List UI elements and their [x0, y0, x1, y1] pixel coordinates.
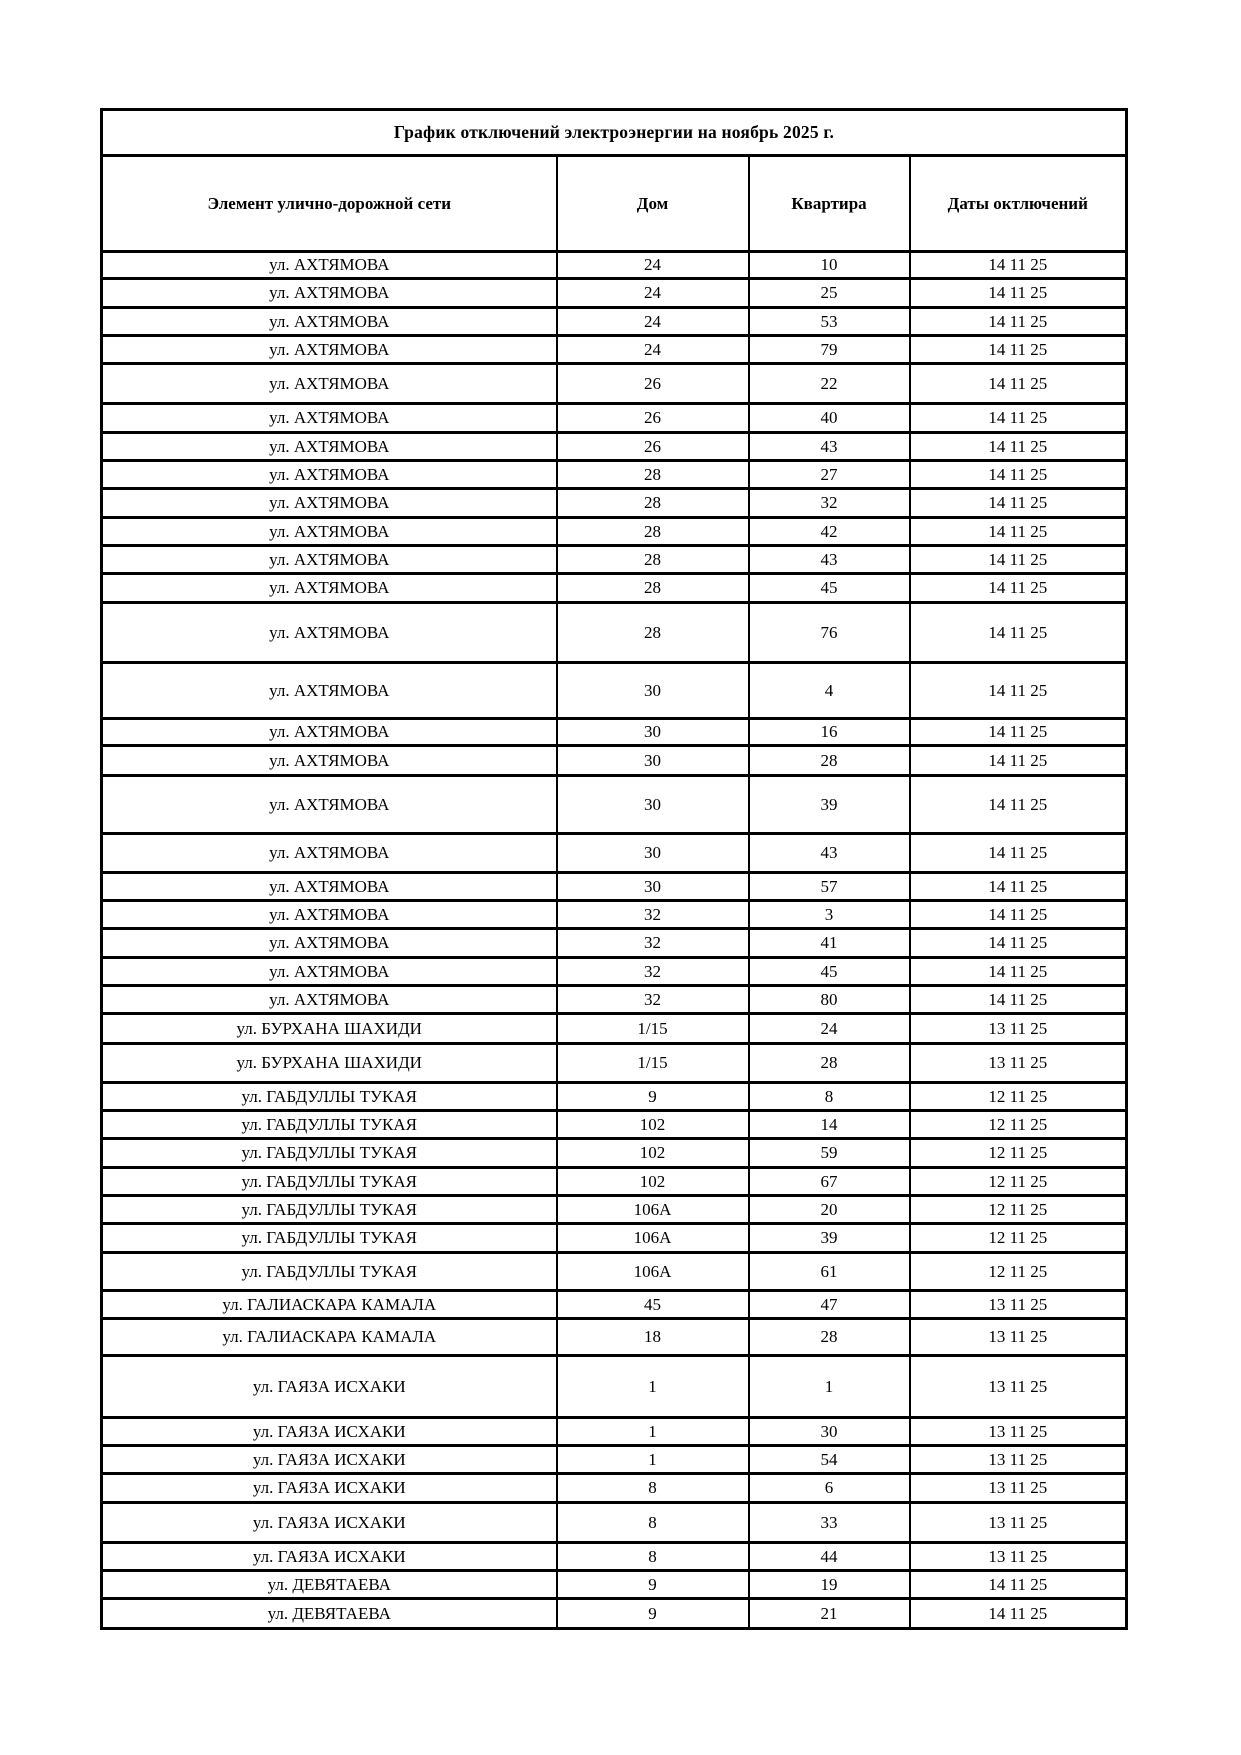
apartment-cell: 43 — [749, 433, 910, 461]
apartment-cell: 24 — [749, 1014, 910, 1044]
table-row — [102, 489, 1127, 518]
house-cell: 1 — [557, 1418, 749, 1446]
street-cell: ул. ДЕВЯТАЕВА — [102, 1571, 557, 1599]
street-cell: ул. ГАБДУЛЛЫ ТУКАЯ — [102, 1224, 557, 1253]
apartment-cell: 39 — [749, 1224, 910, 1253]
house-cell: 26 — [557, 404, 749, 433]
apartment-cell: 42 — [749, 518, 910, 546]
date-cell: 14 11 25 — [910, 252, 1127, 279]
date-cell: 14 11 25 — [910, 546, 1127, 574]
house-cell: 106А — [557, 1253, 749, 1291]
date-cell: 13 11 25 — [910, 1014, 1127, 1044]
street-cell: ул. АХТЯМОВА — [102, 279, 557, 308]
house-cell: 32 — [557, 929, 749, 958]
street-cell: ул. ГАЯЗА ИСХАКИ — [102, 1418, 557, 1446]
street-cell: ул. АХТЯМОВА — [102, 901, 557, 929]
date-cell: 14 11 25 — [910, 929, 1127, 958]
house-cell: 1 — [557, 1356, 749, 1418]
house-cell: 106А — [557, 1224, 749, 1253]
apartment-cell: 80 — [749, 986, 910, 1014]
table-row — [102, 461, 1127, 489]
table-row — [102, 929, 1127, 958]
house-cell: 24 — [557, 336, 749, 364]
house-cell: 106А — [557, 1196, 749, 1224]
table-row — [102, 603, 1127, 663]
table-row — [102, 1446, 1127, 1474]
house-cell: 28 — [557, 518, 749, 546]
table-row — [102, 1224, 1127, 1253]
date-cell: 14 11 25 — [910, 719, 1127, 746]
street-cell: ул. АХТЯМОВА — [102, 489, 557, 518]
table-row — [102, 663, 1127, 719]
table-header-row — [102, 156, 1127, 252]
date-cell: 14 11 25 — [910, 746, 1127, 776]
apartment-cell: 32 — [749, 489, 910, 518]
house-cell: 32 — [557, 901, 749, 929]
house-cell: 30 — [557, 746, 749, 776]
house-cell: 28 — [557, 461, 749, 489]
apartment-cell: 40 — [749, 404, 910, 433]
street-cell: ул. ГАБДУЛЛЫ ТУКАЯ — [102, 1111, 557, 1139]
apartment-cell: 20 — [749, 1196, 910, 1224]
street-cell: ул. АХТЯМОВА — [102, 663, 557, 719]
date-cell: 14 11 25 — [910, 1599, 1127, 1629]
street-cell: ул. ГАБДУЛЛЫ ТУКАЯ — [102, 1139, 557, 1168]
street-cell: ул. АХТЯМОВА — [102, 308, 557, 336]
apartment-cell: 39 — [749, 776, 910, 834]
street-cell: ул. БУРХАНА ШАХИДИ — [102, 1044, 557, 1083]
house-cell: 8 — [557, 1474, 749, 1503]
house-cell: 24 — [557, 308, 749, 336]
table-row — [102, 719, 1127, 746]
table-row — [102, 746, 1127, 776]
street-cell: ул. АХТЯМОВА — [102, 433, 557, 461]
table-row — [102, 1139, 1127, 1168]
street-cell: ул. ДЕВЯТАЕВА — [102, 1599, 557, 1629]
table-row — [102, 1418, 1127, 1446]
apartment-cell: 67 — [749, 1168, 910, 1196]
apartment-cell: 53 — [749, 308, 910, 336]
date-cell: 13 11 25 — [910, 1418, 1127, 1446]
table-row — [102, 776, 1127, 834]
house-cell: 28 — [557, 574, 749, 603]
table-row — [102, 308, 1127, 336]
apartment-cell: 27 — [749, 461, 910, 489]
outage-schedule-table — [100, 108, 1128, 1630]
page-title: График отключений электроэнергии на ноябрь 2025 г. — [102, 110, 1127, 156]
table-row — [102, 574, 1127, 603]
house-cell: 30 — [557, 719, 749, 746]
street-cell: ул. АХТЯМОВА — [102, 574, 557, 603]
house-cell: 9 — [557, 1571, 749, 1599]
date-cell: 14 11 25 — [910, 901, 1127, 929]
table-row — [102, 958, 1127, 986]
apartment-cell: 25 — [749, 279, 910, 308]
street-cell: ул. ГАЯЗА ИСХАКИ — [102, 1356, 557, 1418]
date-cell: 14 11 25 — [910, 404, 1127, 433]
house-cell: 30 — [557, 873, 749, 901]
date-cell: 14 11 25 — [910, 663, 1127, 719]
date-cell: 14 11 25 — [910, 489, 1127, 518]
apartment-cell: 4 — [749, 663, 910, 719]
apartment-cell: 8 — [749, 1083, 910, 1111]
house-cell: 30 — [557, 776, 749, 834]
date-cell: 13 11 25 — [910, 1291, 1127, 1319]
date-cell: 14 11 25 — [910, 873, 1127, 901]
column-header-apartment: Квартира — [749, 156, 910, 252]
apartment-cell: 47 — [749, 1291, 910, 1319]
house-cell: 18 — [557, 1319, 749, 1356]
apartment-cell: 3 — [749, 901, 910, 929]
street-cell: ул. АХТЯМОВА — [102, 834, 557, 873]
apartment-cell: 43 — [749, 834, 910, 873]
date-cell: 14 11 25 — [910, 776, 1127, 834]
apartment-cell: 14 — [749, 1111, 910, 1139]
street-cell: ул. ГАЛИАСКАРА КАМАЛА — [102, 1291, 557, 1319]
apartment-cell: 43 — [749, 546, 910, 574]
apartment-cell: 28 — [749, 1044, 910, 1083]
street-cell: ул. ГАЛИАСКАРА КАМАЛА — [102, 1319, 557, 1356]
date-cell: 14 11 25 — [910, 958, 1127, 986]
table-row — [102, 1083, 1127, 1111]
apartment-cell: 10 — [749, 252, 910, 279]
street-cell: ул. ГАЯЗА ИСХАКИ — [102, 1543, 557, 1571]
house-cell: 1/15 — [557, 1044, 749, 1083]
street-cell: ул. АХТЯМОВА — [102, 958, 557, 986]
table-row — [102, 1599, 1127, 1629]
street-cell: ул. ГАБДУЛЛЫ ТУКАЯ — [102, 1253, 557, 1291]
apartment-cell: 28 — [749, 1319, 910, 1356]
apartment-cell: 41 — [749, 929, 910, 958]
table-row — [102, 1014, 1127, 1044]
apartment-cell: 54 — [749, 1446, 910, 1474]
street-cell: ул. ГАБДУЛЛЫ ТУКАЯ — [102, 1083, 557, 1111]
street-cell: ул. АХТЯМОВА — [102, 719, 557, 746]
street-cell: ул. АХТЯМОВА — [102, 746, 557, 776]
table-body — [102, 252, 1127, 1629]
table-row — [102, 279, 1127, 308]
apartment-cell: 19 — [749, 1571, 910, 1599]
street-cell: ул. АХТЯМОВА — [102, 404, 557, 433]
table-row — [102, 518, 1127, 546]
street-cell: ул. АХТЯМОВА — [102, 603, 557, 663]
date-cell: 13 11 25 — [910, 1474, 1127, 1503]
table-row — [102, 433, 1127, 461]
house-cell: 30 — [557, 834, 749, 873]
date-cell: 14 11 25 — [910, 518, 1127, 546]
street-cell: ул. АХТЯМОВА — [102, 546, 557, 574]
table-row — [102, 1356, 1127, 1418]
table-row — [102, 1111, 1127, 1139]
street-cell: ул. ГАЯЗА ИСХАКИ — [102, 1474, 557, 1503]
apartment-cell: 21 — [749, 1599, 910, 1629]
date-cell: 14 11 25 — [910, 336, 1127, 364]
table-row — [102, 404, 1127, 433]
apartment-cell: 76 — [749, 603, 910, 663]
street-cell: ул. АХТЯМОВА — [102, 364, 557, 404]
street-cell: ул. АХТЯМОВА — [102, 336, 557, 364]
column-header-street: Элемент улично-дорожной сети — [102, 156, 557, 252]
date-cell: 12 11 25 — [910, 1196, 1127, 1224]
table-row — [102, 901, 1127, 929]
date-cell: 12 11 25 — [910, 1083, 1127, 1111]
date-cell: 12 11 25 — [910, 1139, 1127, 1168]
table-row — [102, 1474, 1127, 1503]
house-cell: 24 — [557, 252, 749, 279]
date-cell: 12 11 25 — [910, 1111, 1127, 1139]
table-row — [102, 336, 1127, 364]
apartment-cell: 61 — [749, 1253, 910, 1291]
house-cell: 28 — [557, 546, 749, 574]
house-cell: 45 — [557, 1291, 749, 1319]
street-cell: ул. АХТЯМОВА — [102, 873, 557, 901]
house-cell: 28 — [557, 489, 749, 518]
date-cell: 13 11 25 — [910, 1543, 1127, 1571]
house-cell: 26 — [557, 364, 749, 404]
house-cell: 30 — [557, 663, 749, 719]
house-cell: 102 — [557, 1111, 749, 1139]
house-cell: 24 — [557, 279, 749, 308]
date-cell: 13 11 25 — [910, 1356, 1127, 1418]
table-row — [102, 1196, 1127, 1224]
house-cell: 26 — [557, 433, 749, 461]
apartment-cell: 59 — [749, 1139, 910, 1168]
table-row — [102, 1543, 1127, 1571]
date-cell: 12 11 25 — [910, 1253, 1127, 1291]
table-row — [102, 986, 1127, 1014]
street-cell: ул. АХТЯМОВА — [102, 929, 557, 958]
table-row — [102, 1291, 1127, 1319]
apartment-cell: 33 — [749, 1503, 910, 1543]
table-row — [102, 1253, 1127, 1291]
date-cell: 14 11 25 — [910, 834, 1127, 873]
date-cell: 13 11 25 — [910, 1446, 1127, 1474]
street-cell: ул. ГАЯЗА ИСХАКИ — [102, 1503, 557, 1543]
date-cell: 12 11 25 — [910, 1224, 1127, 1253]
house-cell: 9 — [557, 1599, 749, 1629]
apartment-cell: 57 — [749, 873, 910, 901]
date-cell: 14 11 25 — [910, 574, 1127, 603]
column-header-dates: Даты октлючений — [910, 156, 1127, 252]
date-cell: 14 11 25 — [910, 603, 1127, 663]
street-cell: ул. АХТЯМОВА — [102, 518, 557, 546]
date-cell: 13 11 25 — [910, 1503, 1127, 1543]
table-row — [102, 834, 1127, 873]
street-cell: ул. АХТЯМОВА — [102, 776, 557, 834]
date-cell: 14 11 25 — [910, 279, 1127, 308]
apartment-cell: 22 — [749, 364, 910, 404]
house-cell: 8 — [557, 1543, 749, 1571]
apartment-cell: 16 — [749, 719, 910, 746]
house-cell: 1 — [557, 1446, 749, 1474]
house-cell: 32 — [557, 958, 749, 986]
table-row — [102, 546, 1127, 574]
date-cell: 13 11 25 — [910, 1319, 1127, 1356]
apartment-cell: 28 — [749, 746, 910, 776]
date-cell: 14 11 25 — [910, 1571, 1127, 1599]
street-cell: ул. БУРХАНА ШАХИДИ — [102, 1014, 557, 1044]
apartment-cell: 6 — [749, 1474, 910, 1503]
house-cell: 28 — [557, 603, 749, 663]
house-cell: 32 — [557, 986, 749, 1014]
street-cell: ул. АХТЯМОВА — [102, 252, 557, 279]
house-cell: 1/15 — [557, 1014, 749, 1044]
date-cell: 14 11 25 — [910, 364, 1127, 404]
house-cell: 9 — [557, 1083, 749, 1111]
apartment-cell: 1 — [749, 1356, 910, 1418]
date-cell: 14 11 25 — [910, 461, 1127, 489]
table-row — [102, 873, 1127, 901]
street-cell: ул. АХТЯМОВА — [102, 461, 557, 489]
table-row — [102, 1319, 1127, 1356]
street-cell: ул. ГАЯЗА ИСХАКИ — [102, 1446, 557, 1474]
apartment-cell: 30 — [749, 1418, 910, 1446]
table-row — [102, 364, 1127, 404]
apartment-cell: 45 — [749, 958, 910, 986]
date-cell: 14 11 25 — [910, 986, 1127, 1014]
date-cell: 13 11 25 — [910, 1044, 1127, 1083]
street-cell: ул. ГАБДУЛЛЫ ТУКАЯ — [102, 1168, 557, 1196]
table-row — [102, 1168, 1127, 1196]
table-row — [102, 1503, 1127, 1543]
table-title-row — [102, 110, 1127, 156]
apartment-cell: 45 — [749, 574, 910, 603]
street-cell: ул. ГАБДУЛЛЫ ТУКАЯ — [102, 1196, 557, 1224]
table-row — [102, 1571, 1127, 1599]
house-cell: 102 — [557, 1168, 749, 1196]
house-cell: 8 — [557, 1503, 749, 1543]
apartment-cell: 44 — [749, 1543, 910, 1571]
street-cell: ул. АХТЯМОВА — [102, 986, 557, 1014]
apartment-cell: 79 — [749, 336, 910, 364]
table-row — [102, 1044, 1127, 1083]
date-cell: 14 11 25 — [910, 433, 1127, 461]
house-cell: 102 — [557, 1139, 749, 1168]
table-row — [102, 252, 1127, 279]
date-cell: 12 11 25 — [910, 1168, 1127, 1196]
column-header-house: Дом — [557, 156, 749, 252]
date-cell: 14 11 25 — [910, 308, 1127, 336]
